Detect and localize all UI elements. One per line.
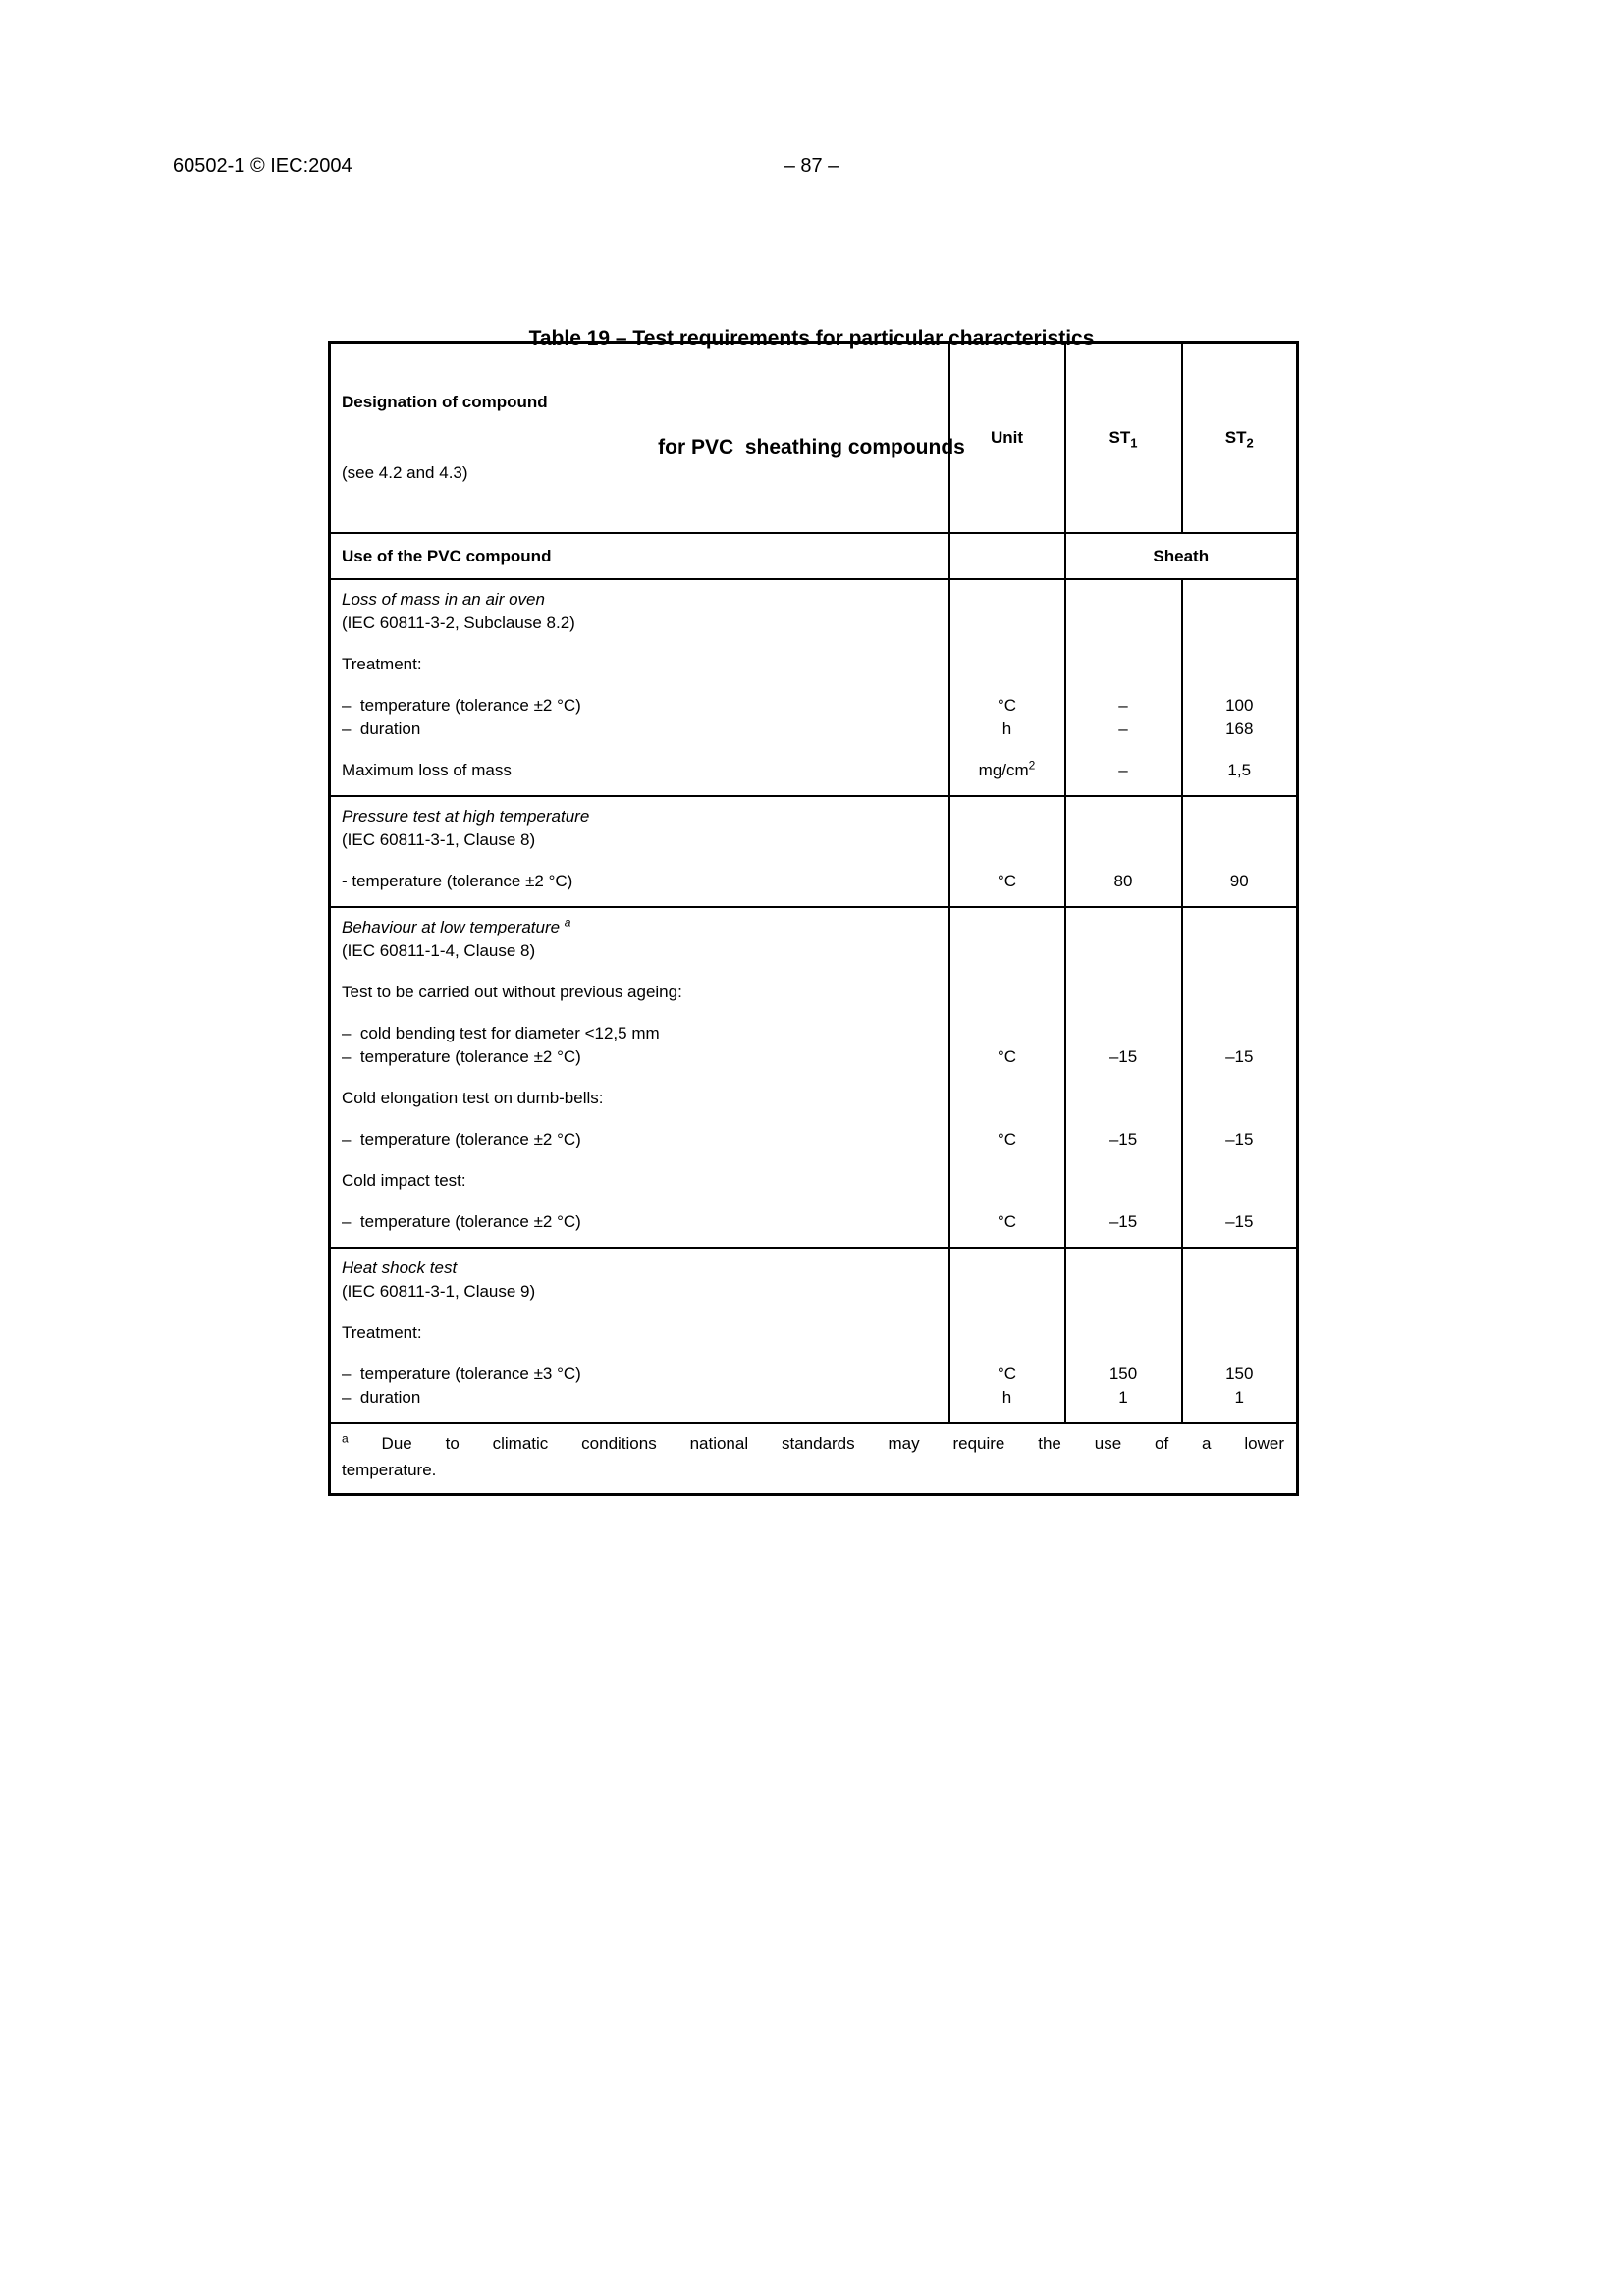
table-row: [330, 741, 1298, 796]
cell-description: Behaviour at low temperature $^a$: [330, 907, 949, 939]
cell-unit: [949, 939, 1065, 963]
unit-column-header: Unit: [949, 343, 1065, 534]
table-row: [330, 939, 1298, 963]
cell-st1: [1065, 828, 1182, 852]
cell-st2: –15: [1182, 1110, 1298, 1151]
cell-unit: °C: [949, 1345, 1065, 1386]
table-row: [330, 635, 1298, 676]
cell-unit: °C: [949, 676, 1065, 718]
cell-description: Test to be carried out without previous ageing:: [342, 983, 682, 1001]
cell-unit: [949, 963, 1065, 1004]
cell-st2: [1182, 939, 1298, 963]
cell-unit: [949, 1004, 1065, 1045]
table-row: [330, 828, 1298, 852]
cell-st1: [1065, 1280, 1182, 1304]
table-header-row: [330, 343, 1298, 534]
cell-st1: [1065, 1151, 1182, 1193]
table-row: [330, 1193, 1298, 1248]
cell-st2: 1,5: [1182, 741, 1298, 796]
cell-st1: [1065, 796, 1182, 828]
spec-table: [328, 341, 1299, 1496]
table-row: [330, 1151, 1298, 1193]
cell-description: Maximum loss of mass: [342, 761, 512, 779]
footnote-line2: temperature.: [342, 1461, 437, 1479]
cell-description: – cold bending test for diameter <12,5 mm: [342, 1024, 660, 1042]
cell-description: – temperature (tolerance ±2 °C): [342, 696, 581, 715]
cell-st2: 168: [1182, 718, 1298, 741]
use-of-compound-label: Use of the PVC compound: [330, 533, 949, 579]
table-row: [330, 1110, 1298, 1151]
table-row: [330, 612, 1298, 635]
cell-description: – temperature (tolerance ±3 °C): [342, 1364, 581, 1383]
footnote-line1: $^a$ Due to climatic conditions national standards may require the use of a lower: [342, 1431, 1284, 1453]
cell-description: Treatment:: [342, 655, 422, 673]
cell-unit: [949, 828, 1065, 852]
cell-st2: [1182, 635, 1298, 676]
st2-column-header: $ST_2$: [1182, 343, 1298, 534]
table-section-pressure-test-high-temperature: [330, 796, 1298, 907]
cell-st2: –15: [1182, 1045, 1298, 1069]
table-title-line1: Table 19 – Test requirements for particular characteristics: [528, 327, 1095, 349]
cell-unit: h: [949, 1386, 1065, 1423]
table-row: [330, 963, 1298, 1004]
document-reference: 60502-1 © IEC:2004: [173, 155, 352, 177]
cell-unit: [949, 1280, 1065, 1304]
cell-st2: [1182, 1004, 1298, 1045]
cell-st1: [1065, 579, 1182, 612]
cell-st1: [1065, 907, 1182, 939]
cell-st1: 1: [1065, 1386, 1182, 1423]
cell-st2: [1182, 796, 1298, 828]
cell-unit: [949, 1304, 1065, 1345]
use-of-compound-row: [330, 533, 1298, 579]
cell-unit: [949, 579, 1065, 612]
cell-st1: –: [1065, 676, 1182, 718]
table-row: [330, 1304, 1298, 1345]
cell-unit: °C: [949, 1110, 1065, 1151]
cell-st1: [1065, 939, 1182, 963]
cell-description: Cold impact test:: [342, 1171, 466, 1190]
table-row: [330, 1280, 1298, 1304]
cell-st1: [1065, 1069, 1182, 1110]
cell-st1: 80: [1065, 852, 1182, 907]
cell-unit: °C: [949, 1193, 1065, 1248]
cell-st2: [1182, 828, 1298, 852]
sheath-value: Sheath: [1065, 533, 1298, 579]
cell-description: – temperature (tolerance ±2 °C): [342, 1047, 581, 1066]
cell-st2: [1182, 1151, 1298, 1193]
table-row: [330, 579, 1298, 612]
cell-st1: –15: [1065, 1045, 1182, 1069]
cell-st2: [1182, 1304, 1298, 1345]
table-section-loss-of-mass-in-air-oven: [330, 579, 1298, 796]
cell-unit: h: [949, 718, 1065, 741]
cell-description: – duration: [342, 720, 421, 738]
cell-description: (IEC 60811-3-2, Subclause 8.2): [342, 614, 575, 632]
table-header-group: [330, 343, 1298, 580]
cell-st2: [1182, 612, 1298, 635]
cell-st2: 90: [1182, 852, 1298, 907]
table-row: [330, 1248, 1298, 1280]
cell-st2: [1182, 579, 1298, 612]
st1-column-header: $ST_1$: [1065, 343, 1182, 534]
cell-st1: –15: [1065, 1110, 1182, 1151]
cell-st1: –15: [1065, 1193, 1182, 1248]
designation-header: Designation of compound: [342, 393, 548, 411]
cell-description: - temperature (tolerance ±2 °C): [342, 872, 573, 890]
cell-description: – temperature (tolerance ±2 °C): [342, 1212, 581, 1231]
footnote-row: [330, 1423, 1298, 1495]
table-row: [330, 676, 1298, 718]
cell-description: – duration: [342, 1388, 421, 1407]
cell-st1: [1065, 1004, 1182, 1045]
cell-unit: [949, 1151, 1065, 1193]
table-row: [330, 852, 1298, 907]
cell-unit: [949, 635, 1065, 676]
table-row: [330, 718, 1298, 741]
cell-description: (IEC 60811-1-4, Clause 8): [342, 941, 536, 960]
footnote-cell: [330, 1423, 1298, 1495]
cell-unit: °C: [949, 1045, 1065, 1069]
cell-st1: [1065, 1304, 1182, 1345]
table-row: [330, 1345, 1298, 1386]
table-row: [330, 907, 1298, 939]
cell-st2: [1182, 1069, 1298, 1110]
cell-st2: [1182, 963, 1298, 1004]
designation-subtext: (see 4.2 and 4.3): [342, 463, 468, 482]
designation-header-cell: [330, 343, 949, 534]
cell-st2: –15: [1182, 1193, 1298, 1248]
cell-unit: [949, 1069, 1065, 1110]
table-row: [330, 1069, 1298, 1110]
cell-unit: [949, 907, 1065, 939]
cell-st2: [1182, 1280, 1298, 1304]
cell-unit: [949, 796, 1065, 828]
page-header: [173, 155, 1450, 183]
use-of-compound-unit-cell: [949, 533, 1065, 579]
page-number: – 87 –: [784, 155, 839, 177]
cell-description: Pressure test at high temperature: [330, 796, 949, 828]
table-row: [330, 1004, 1298, 1045]
cell-st1: 150: [1065, 1345, 1182, 1386]
cell-st2: [1182, 907, 1298, 939]
cell-st1: –: [1065, 718, 1182, 741]
cell-description: Loss of mass in an air oven: [330, 579, 949, 612]
cell-st1: [1065, 635, 1182, 676]
table-row: [330, 1386, 1298, 1423]
cell-st1: [1065, 1248, 1182, 1280]
cell-unit: [949, 1248, 1065, 1280]
cell-st1: –: [1065, 741, 1182, 796]
cell-description: Treatment:: [342, 1323, 422, 1342]
table-row: [330, 796, 1298, 828]
cell-unit: °C: [949, 852, 1065, 907]
cell-description: Heat shock test: [330, 1248, 949, 1280]
table-section-behaviour-at-low-temperature: [330, 907, 1298, 1248]
table-wrapper: [328, 341, 1299, 1496]
cell-description: – temperature (tolerance ±2 °C): [342, 1130, 581, 1148]
cell-st1: [1065, 963, 1182, 1004]
cell-st2: 100: [1182, 676, 1298, 718]
cell-description: (IEC 60811-3-1, Clause 8): [342, 830, 536, 849]
table-footnote-group: [330, 1423, 1298, 1495]
cell-st1: [1065, 612, 1182, 635]
table-title-line2: for PVC sheathing compounds: [658, 436, 965, 458]
table-section-heat-shock-test: [330, 1248, 1298, 1423]
table-row: [330, 1045, 1298, 1069]
cell-description: (IEC 60811-3-1, Clause 9): [342, 1282, 536, 1301]
cell-st2: 150: [1182, 1345, 1298, 1386]
cell-st2: [1182, 1248, 1298, 1280]
cell-description: Cold elongation test on dumb-bells:: [342, 1089, 604, 1107]
cell-unit: $mg/cm^2$: [949, 741, 1065, 796]
cell-unit: [949, 612, 1065, 635]
cell-st2: 1: [1182, 1386, 1298, 1423]
